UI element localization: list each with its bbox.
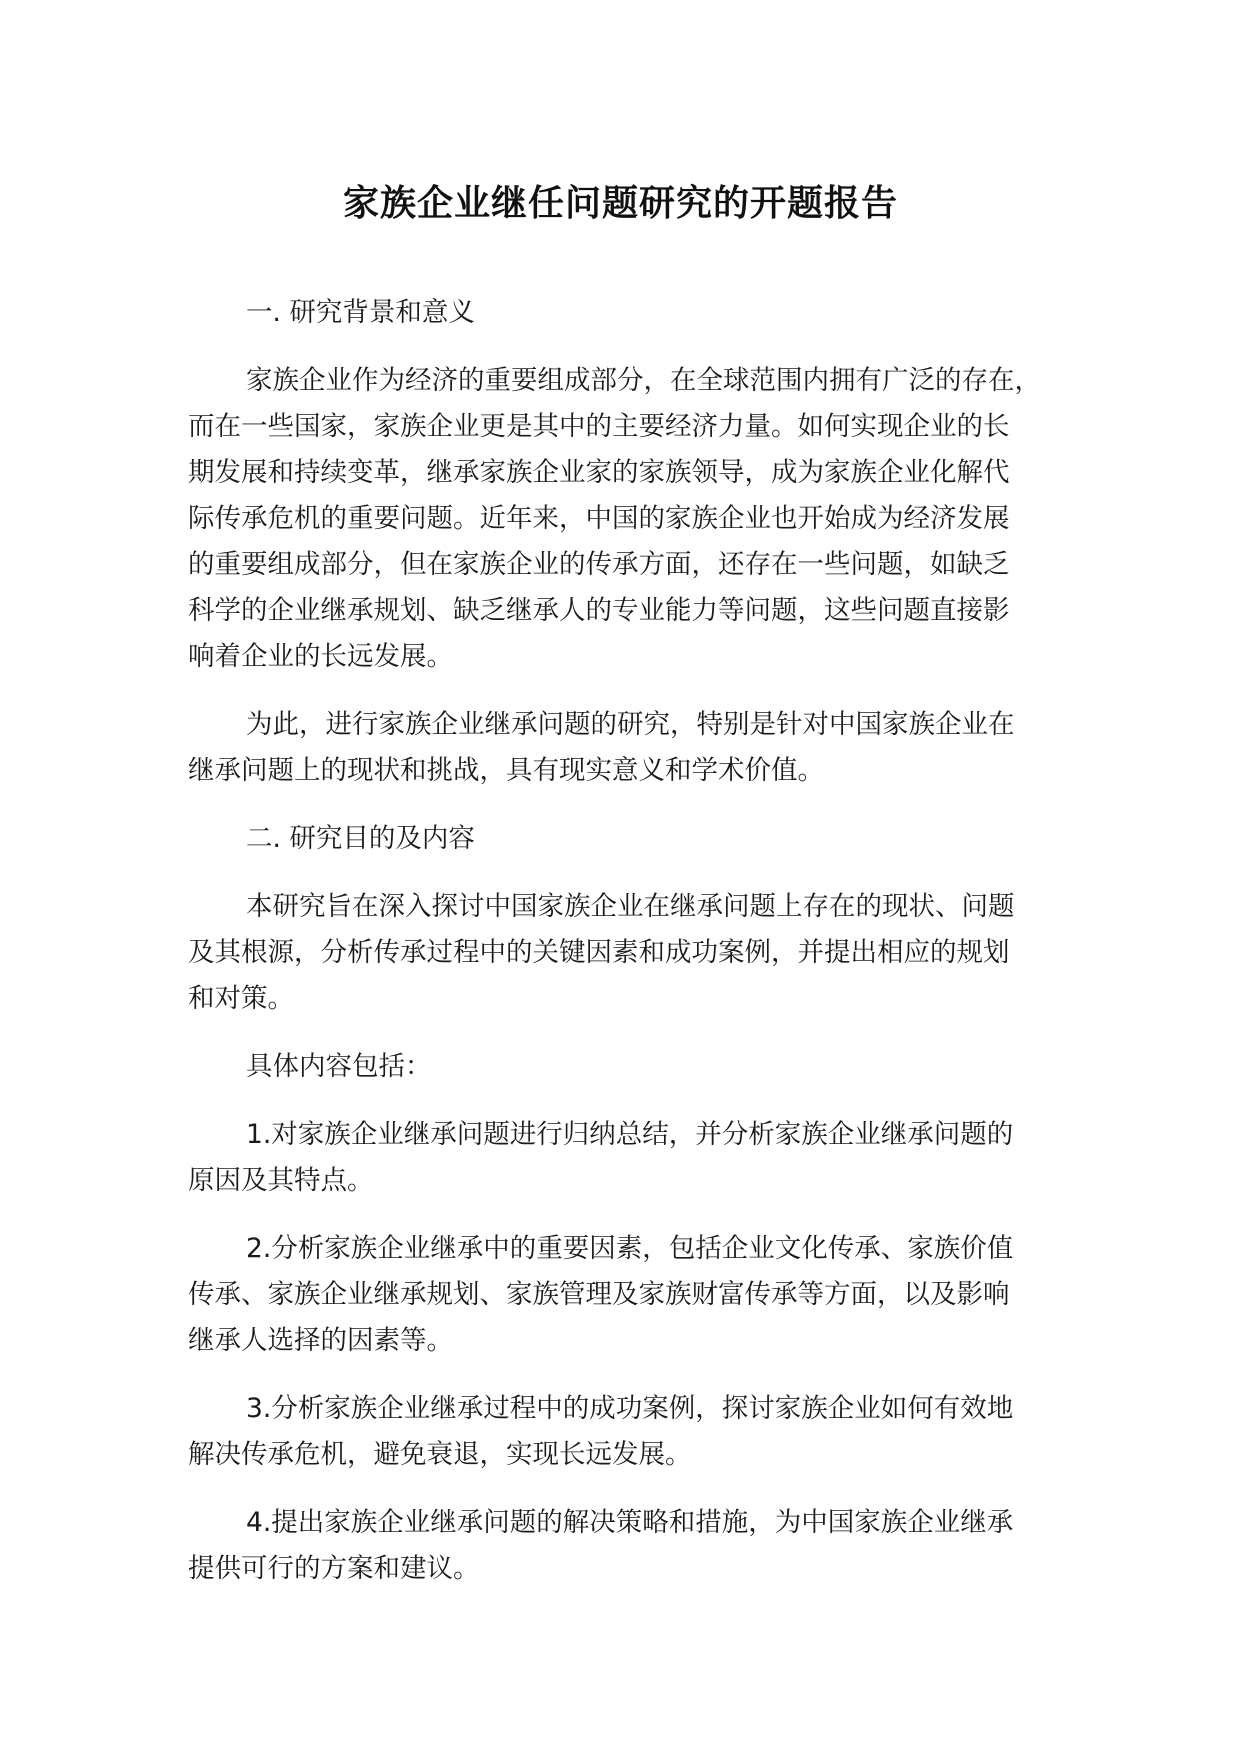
text-line: 际传承危机的重要问题。近年来，中国的家族企业也开始成为经济发展 (188, 503, 1010, 534)
text-line: 而在一些国家，家族企业更是其中的主要经济力量。如何实现企业的长 (188, 411, 1010, 442)
text-line: 继承人选择的因素等。 (188, 1325, 453, 1356)
content-intro: 具体内容包括： (246, 1051, 432, 1082)
text-line: 为此，进行家族企业继承问题的研究，特别是针对中国家族企业在 (246, 709, 1015, 740)
text-line: 本研究旨在深入探讨中国家族企业在继承问题上存在的现状、问题 (246, 891, 1015, 922)
text-line: 的重要组成部分，但在家族企业的传承方面，还存在一些问题，如缺乏 (188, 549, 1010, 580)
text-line: 解决传承危机，避免衰退，实现长远发展。 (188, 1439, 692, 1470)
section-heading-objectives: 二. 研究目的及内容 (246, 823, 475, 854)
text-line: 和对策。 (188, 983, 294, 1014)
text-line: 1.对家族企业继承问题进行归纳总结，并分析家族企业继承问题的 (246, 1119, 1014, 1150)
text-line: 传承、家族企业继承规划、家族管理及家族财富传承等方面，以及影响 (188, 1279, 1010, 1310)
text-line: 原因及其特点。 (188, 1165, 374, 1196)
text-line: 期发展和持续变革，继承家族企业家的家族领导，成为家族企业化解代 (188, 457, 1010, 488)
text-line: 3.分析家族企业继承过程中的成功案例，探讨家族企业如何有效地 (246, 1393, 1014, 1424)
content-item-2 (188, 1226, 1078, 1364)
text-line: 继承问题上的现状和挑战，具有现实意义和学术价值。 (188, 755, 824, 786)
text-line: 科学的企业继承规划、缺乏继承人的专业能力等问题，这些问题直接影 (188, 595, 1010, 626)
section-heading-background: 一. 研究背景和意义 (246, 297, 475, 328)
paragraph-objectives (188, 884, 1078, 1022)
content-item-4 (188, 1500, 1078, 1592)
text-line: 2.分析家族企业继承中的重要因素，包括企业文化传承、家族价值 (246, 1233, 1014, 1264)
text-line: 及其根源，分析传承过程中的关键因素和成功案例，并提出相应的规划 (188, 937, 1010, 968)
paragraph-background (188, 358, 1078, 680)
document-title: 家族企业继任问题研究的开题报告 (342, 183, 898, 224)
content-item-3 (188, 1386, 1078, 1478)
document-body (188, 290, 1078, 1614)
text-line: 家族企业作为经济的重要组成部分，在全球范围内拥有广泛的存在， (246, 365, 1041, 396)
content-item-1 (188, 1112, 1078, 1204)
text-line: 提供可行的方案和建议。 (188, 1553, 480, 1584)
text-line: 响着企业的长远发展。 (188, 641, 453, 672)
text-line: 4.提出家族企业继承问题的解决策略和措施，为中国家族企业继承 (246, 1507, 1014, 1538)
paragraph-significance (188, 702, 1078, 794)
